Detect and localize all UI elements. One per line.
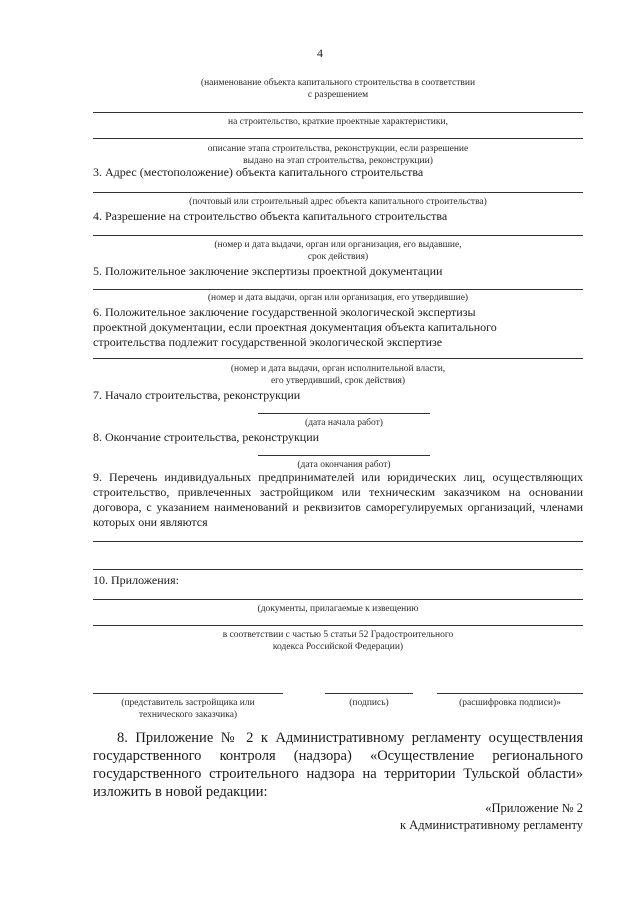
item-5-expertise: 5. Положительное заключение экспертизы проектной документации bbox=[93, 264, 443, 278]
fill-line bbox=[93, 599, 583, 600]
fill-line bbox=[93, 192, 583, 193]
hint-object-name: (наименование объекта капитального строительства в соответствии с разрешением bbox=[200, 78, 476, 100]
signature-line-representative bbox=[93, 693, 283, 694]
item-3-address: 3. Адрес (местоположение) объекта капитального строительства bbox=[93, 165, 424, 179]
fill-line bbox=[93, 112, 583, 113]
fill-line bbox=[93, 289, 583, 290]
fill-line bbox=[93, 138, 583, 139]
hint-expertise: (номер и дата выдачи, орган или организация, его утвердившие) bbox=[207, 293, 469, 303]
appendix-header: «Приложение № 2 к Административному регламенту bbox=[399, 801, 583, 832]
hint-stage: описание этапа строительства, реконструкции, если разрешение выдано на этап строительства, реконструкции) bbox=[207, 144, 469, 166]
page-number: 4 bbox=[317, 46, 323, 60]
hint-end: (дата окончания работ) bbox=[297, 460, 391, 470]
hint-signature: (подпись) bbox=[349, 698, 389, 708]
hint-start: (дата начала работ) bbox=[305, 418, 383, 428]
hint-permit: (номер и дата выдачи, орган или организация, его выдавшие, срок действия) bbox=[214, 240, 462, 262]
fill-line bbox=[93, 358, 583, 359]
item-9-contractors: 9. Перечень индивидуальных предпринимателей или юридических лиц, осуществляющих строительство, привлеченных застройщиком или техническим заказчиком на основании договора, с указанием наименований и реквизитов саморегулируемых организаций, членами которых они являются bbox=[93, 470, 583, 529]
fill-line bbox=[93, 625, 583, 626]
hint-article: в соответствии с частью 5 статьи 52 Градостроительного кодекса Российской Федерации) bbox=[222, 630, 454, 652]
item-8-end: 8. Окончание строительства, реконструкции bbox=[93, 430, 320, 444]
hint-decode: (расшифровка подписи)» bbox=[459, 698, 561, 708]
hint-characteristics: на строительство, краткие проектные характеристики, bbox=[228, 117, 448, 127]
hint-representative: (представитель застройщика или технического заказчика) bbox=[121, 698, 255, 720]
paragraph-8: 8. Приложение № 2 к Административному регламенту осуществления государственного контроля (надзора) «Осуществление регионального государственного строительного надзора на территории Тульской области» изложить в новой редакции: bbox=[93, 730, 583, 800]
fill-line bbox=[93, 541, 583, 542]
fill-line bbox=[93, 235, 583, 236]
fill-line-short bbox=[258, 413, 430, 414]
hint-address: (почтовый или строительный адрес объекта капитального строительства) bbox=[189, 197, 487, 207]
signature-line-decode bbox=[437, 693, 583, 694]
fill-line-short bbox=[258, 455, 430, 456]
item-10-attachments: 10. Приложения: bbox=[93, 573, 179, 587]
signature-line-sign bbox=[325, 693, 413, 694]
item-6-eco-expertise: 6. Положительное заключение государственной экологической экспертизы проектной документации, если проектная документация объекта капитального строительства подлежит государственной экологической экспертизе bbox=[93, 305, 497, 349]
item-4-permit: 4. Разрешение на строительство объекта капитального строительства bbox=[93, 209, 448, 223]
hint-attachments: (документы, прилагаемые к извещению bbox=[257, 604, 419, 614]
item-7-start: 7. Начало строительства, реконструкции bbox=[93, 388, 301, 402]
fill-line bbox=[93, 569, 583, 570]
hint-eco: (номер и дата выдачи, орган исполнительной власти, его утвердивший, срок действия) bbox=[230, 364, 446, 386]
